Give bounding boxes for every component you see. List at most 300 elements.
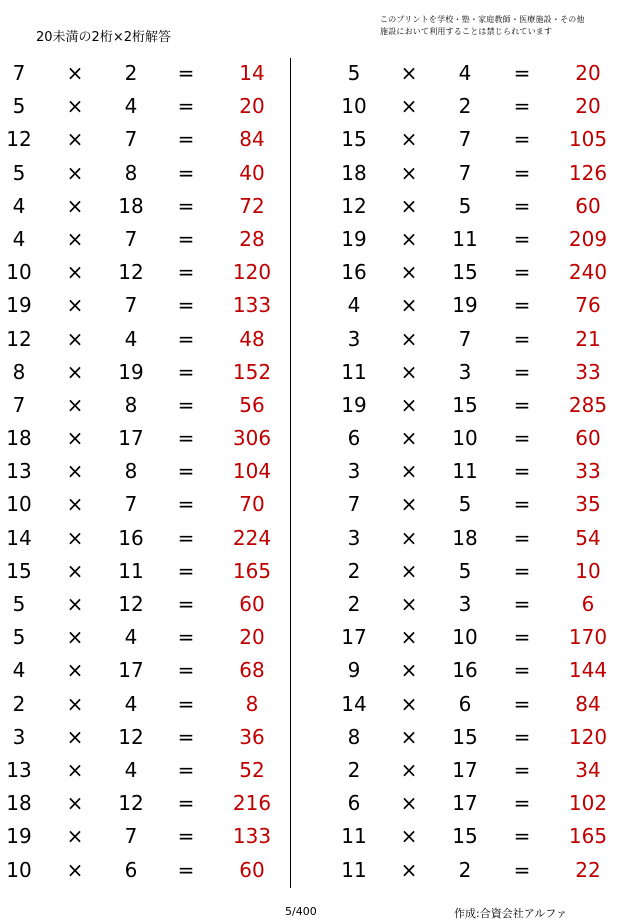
problem-row [0, 688, 300, 721]
problem-row [0, 356, 300, 389]
multiplicand: 8 [347, 724, 361, 749]
answer-value: 52 [239, 757, 265, 782]
answer-value: 84 [239, 127, 265, 152]
times-sign: × [400, 592, 418, 616]
equals-sign: = [177, 757, 195, 782]
answer-value: 8 [245, 691, 259, 716]
equals-sign: = [177, 691, 195, 716]
times-sign: × [400, 857, 418, 882]
answer-value: 285 [568, 392, 608, 417]
times-sign: × [66, 359, 84, 384]
multiplicand: 11 [341, 824, 367, 849]
multiplier: 12 [118, 592, 144, 616]
multiplier: 2 [458, 94, 472, 119]
problem-row [335, 323, 635, 356]
times-sign: × [66, 193, 84, 218]
multiplicand: 7 [347, 492, 361, 517]
equals-sign: = [177, 791, 195, 816]
times-sign: × [400, 94, 418, 119]
multiplicand: 2 [347, 558, 361, 583]
problem-row [335, 555, 635, 588]
answer-value: 28 [239, 226, 265, 251]
times-sign: × [400, 459, 418, 484]
answer-value: 76 [575, 293, 601, 318]
multiplicand: 13 [6, 757, 32, 782]
problem-row [335, 422, 635, 455]
equals-sign: = [177, 226, 195, 251]
equals-sign: = [513, 359, 531, 384]
answer-value: 54 [575, 525, 601, 550]
answer-value: 224 [232, 525, 272, 550]
multiplicand: 19 [6, 824, 32, 849]
problem-row [0, 721, 300, 754]
multiplicand: 10 [6, 857, 32, 882]
multiplier: 8 [124, 160, 138, 185]
multiplicand: 13 [6, 459, 32, 484]
answer-value: 306 [232, 426, 272, 451]
multiplicand: 2 [12, 691, 26, 716]
answer-value: 60 [239, 592, 265, 616]
problem-row [0, 190, 300, 223]
times-sign: × [400, 691, 418, 716]
multiplier: 4 [124, 326, 138, 351]
times-sign: × [66, 492, 84, 517]
multiplier: 2 [458, 857, 472, 882]
multiplicand: 19 [341, 226, 367, 251]
multiplier: 10 [452, 625, 478, 650]
times-sign: × [400, 791, 418, 816]
multiplier: 15 [452, 260, 478, 285]
multiplier: 17 [452, 791, 478, 816]
answer-value: 165 [232, 558, 272, 583]
problem-row [0, 787, 300, 820]
answer-value: 68 [239, 658, 265, 683]
problem-row [335, 356, 635, 389]
multiplicand: 11 [341, 359, 367, 384]
equals-sign: = [177, 525, 195, 550]
equals-sign: = [513, 558, 531, 583]
multiplier: 2 [124, 61, 138, 85]
multiplier: 5 [458, 492, 472, 517]
times-sign: × [400, 359, 418, 384]
multiplier: 7 [124, 824, 138, 849]
equals-sign: = [513, 260, 531, 285]
answer-value: 105 [568, 127, 608, 152]
problem-row [335, 57, 635, 90]
multiplicand: 15 [341, 127, 367, 152]
answer-value: 209 [568, 226, 608, 251]
multiplicand: 9 [347, 658, 361, 683]
times-sign: × [400, 127, 418, 152]
multiplicand: 4 [347, 293, 361, 318]
answer-value: 40 [239, 160, 265, 185]
multiplicand: 14 [6, 525, 32, 550]
equals-sign: = [177, 592, 195, 616]
multiplier: 19 [118, 359, 144, 384]
problem-row [0, 621, 300, 654]
multiplicand: 3 [347, 459, 361, 484]
equals-sign: = [177, 94, 195, 119]
multiplier: 7 [124, 492, 138, 517]
multiplier: 19 [452, 293, 478, 318]
multiplicand: 2 [347, 757, 361, 782]
multiplicand: 6 [347, 426, 361, 451]
equals-sign: = [177, 824, 195, 849]
problem-row [335, 787, 635, 820]
multiplier: 4 [124, 757, 138, 782]
problem-row [335, 854, 635, 887]
multiplicand: 2 [347, 592, 361, 616]
equals-sign: = [513, 293, 531, 318]
multiplicand: 5 [12, 160, 26, 185]
problem-row [335, 455, 635, 488]
problem-row [335, 123, 635, 156]
answer-value: 20 [239, 94, 265, 119]
multiplicand: 12 [6, 127, 32, 152]
answer-value: 165 [568, 824, 608, 849]
problem-row [335, 688, 635, 721]
multiplicand: 5 [12, 625, 26, 650]
times-sign: × [400, 260, 418, 285]
multiplier: 7 [458, 127, 472, 152]
times-sign: × [66, 94, 84, 119]
problem-row [335, 223, 635, 256]
answer-value: 21 [575, 326, 601, 351]
problem-row [0, 422, 300, 455]
multiplier: 6 [458, 691, 472, 716]
times-sign: × [66, 592, 84, 616]
multiplier: 17 [118, 658, 144, 683]
column-divider [290, 58, 291, 888]
equals-sign: = [513, 193, 531, 218]
equals-sign: = [513, 326, 531, 351]
multiplicand: 5 [12, 94, 26, 119]
problem-row [335, 289, 635, 322]
multiplier: 17 [452, 757, 478, 782]
problem-row [0, 555, 300, 588]
times-sign: × [66, 459, 84, 484]
problem-row [0, 754, 300, 787]
times-sign: × [400, 824, 418, 849]
problem-row [0, 323, 300, 356]
problem-row [0, 57, 300, 90]
equals-sign: = [177, 426, 195, 451]
answer-value: 133 [232, 824, 272, 849]
equals-sign: = [177, 326, 195, 351]
times-sign: × [66, 824, 84, 849]
multiplier: 11 [452, 226, 478, 251]
multiplicand: 14 [341, 691, 367, 716]
multiplicand: 3 [347, 326, 361, 351]
multiplier: 4 [458, 61, 472, 85]
answer-value: 33 [575, 359, 601, 384]
multiplier: 18 [118, 193, 144, 218]
answer-value: 6 [581, 592, 595, 616]
equals-sign: = [177, 193, 195, 218]
multiplicand: 5 [12, 592, 26, 616]
answer-value: 10 [575, 558, 601, 583]
equals-sign: = [177, 857, 195, 882]
answer-value: 34 [575, 757, 601, 782]
equals-sign: = [513, 127, 531, 152]
multiplier: 17 [118, 426, 144, 451]
times-sign: × [400, 724, 418, 749]
problem-row [335, 389, 635, 422]
answer-value: 126 [568, 160, 608, 185]
multiplicand: 18 [6, 426, 32, 451]
equals-sign: = [177, 127, 195, 152]
times-sign: × [400, 658, 418, 683]
times-sign: × [400, 193, 418, 218]
answer-value: 56 [239, 392, 265, 417]
equals-sign: = [177, 459, 195, 484]
times-sign: × [400, 625, 418, 650]
multiplier: 4 [124, 94, 138, 119]
answer-value: 48 [239, 326, 265, 351]
problem-row [335, 588, 635, 621]
multiplicand: 10 [6, 260, 32, 285]
times-sign: × [66, 426, 84, 451]
multiplicand: 10 [341, 94, 367, 119]
equals-sign: = [513, 857, 531, 882]
multiplicand: 12 [341, 193, 367, 218]
times-sign: × [66, 326, 84, 351]
left-problem-column [0, 57, 300, 887]
times-sign: × [66, 791, 84, 816]
multiplier: 7 [124, 293, 138, 318]
multiplicand: 19 [6, 293, 32, 318]
times-sign: × [66, 658, 84, 683]
equals-sign: = [513, 658, 531, 683]
answer-value: 152 [232, 359, 272, 384]
multiplier: 15 [452, 392, 478, 417]
multiplier: 3 [458, 592, 472, 616]
times-sign: × [66, 260, 84, 285]
multiplier: 8 [124, 459, 138, 484]
problem-row [0, 123, 300, 156]
times-sign: × [66, 724, 84, 749]
equals-sign: = [513, 492, 531, 517]
answer-value: 216 [232, 791, 272, 816]
multiplier: 12 [118, 724, 144, 749]
multiplicand: 18 [6, 791, 32, 816]
multiplier: 3 [458, 359, 472, 384]
multiplicand: 17 [341, 625, 367, 650]
equals-sign: = [513, 392, 531, 417]
problem-row [0, 854, 300, 887]
times-sign: × [400, 492, 418, 517]
multiplicand: 7 [12, 61, 26, 85]
equals-sign: = [177, 293, 195, 318]
multiplier: 5 [458, 193, 472, 218]
equals-sign: = [513, 459, 531, 484]
problem-row [0, 588, 300, 621]
answer-value: 60 [575, 193, 601, 218]
problem-row [335, 256, 635, 289]
multiplier: 10 [452, 426, 478, 451]
problem-row [0, 522, 300, 555]
answer-value: 84 [575, 691, 601, 716]
answer-value: 60 [239, 857, 265, 882]
problem-row [335, 157, 635, 190]
answer-value: 35 [575, 492, 601, 517]
multiplier: 7 [124, 127, 138, 152]
times-sign: × [66, 160, 84, 185]
equals-sign: = [177, 625, 195, 650]
answer-value: 102 [568, 791, 608, 816]
answer-value: 104 [232, 459, 272, 484]
answer-value: 170 [568, 625, 608, 650]
times-sign: × [66, 525, 84, 550]
right-problem-column [335, 57, 635, 887]
answer-value: 14 [239, 61, 265, 85]
problem-row [335, 754, 635, 787]
multiplicand: 4 [12, 658, 26, 683]
answer-value: 20 [239, 625, 265, 650]
multiplier: 16 [452, 658, 478, 683]
problem-row [0, 157, 300, 190]
times-sign: × [66, 61, 84, 85]
problem-row [0, 654, 300, 687]
problem-row [335, 621, 635, 654]
problem-row [0, 289, 300, 322]
problem-row [335, 90, 635, 123]
multiplicand: 15 [6, 558, 32, 583]
multiplier: 15 [452, 824, 478, 849]
answer-value: 22 [575, 857, 601, 882]
multiplier: 7 [458, 160, 472, 185]
multiplicand: 3 [12, 724, 26, 749]
multiplicand: 4 [12, 226, 26, 251]
multiplicand: 11 [341, 857, 367, 882]
problem-row [335, 522, 635, 555]
answer-value: 133 [232, 293, 272, 318]
notice-line-1: このプリントを学校・塾・家庭教師・医療施設・その他 [380, 15, 585, 24]
notice-line-2: 施設において利用することは禁じられています [380, 27, 553, 36]
multiplier: 16 [118, 525, 144, 550]
problem-row [335, 654, 635, 687]
multiplier: 12 [118, 791, 144, 816]
author-credit: 作成:合資会社アルファ [454, 907, 568, 920]
equals-sign: = [513, 94, 531, 119]
multiplicand: 16 [341, 260, 367, 285]
multiplicand: 18 [341, 160, 367, 185]
multiplicand: 19 [341, 392, 367, 417]
times-sign: × [66, 558, 84, 583]
problem-row [0, 820, 300, 853]
answer-value: 20 [575, 94, 601, 119]
equals-sign: = [177, 724, 195, 749]
equals-sign: = [177, 492, 195, 517]
times-sign: × [400, 426, 418, 451]
page-number: 5/400 [285, 905, 317, 918]
answer-value: 144 [568, 658, 608, 683]
answer-value: 120 [568, 724, 608, 749]
problem-row [0, 389, 300, 422]
multiplier: 4 [124, 691, 138, 716]
times-sign: × [400, 293, 418, 318]
problem-row [0, 223, 300, 256]
multiplicand: 10 [6, 492, 32, 517]
multiplicand: 3 [347, 525, 361, 550]
answer-value: 33 [575, 459, 601, 484]
times-sign: × [66, 127, 84, 152]
equals-sign: = [513, 625, 531, 650]
equals-sign: = [513, 226, 531, 251]
multiplier: 18 [452, 525, 478, 550]
times-sign: × [400, 326, 418, 351]
multiplier: 12 [118, 260, 144, 285]
multiplier: 11 [452, 459, 478, 484]
multiplicand: 12 [6, 326, 32, 351]
equals-sign: = [513, 791, 531, 816]
problem-row [0, 256, 300, 289]
multiplicand: 8 [12, 359, 26, 384]
times-sign: × [66, 691, 84, 716]
equals-sign: = [513, 160, 531, 185]
equals-sign: = [513, 525, 531, 550]
times-sign: × [400, 757, 418, 782]
multiplier: 8 [124, 392, 138, 417]
problem-row [0, 90, 300, 123]
multiplier: 7 [458, 326, 472, 351]
times-sign: × [400, 61, 418, 85]
multiplier: 5 [458, 558, 472, 583]
answer-value: 120 [232, 260, 272, 285]
times-sign: × [400, 392, 418, 417]
times-sign: × [400, 226, 418, 251]
multiplier: 15 [452, 724, 478, 749]
problem-row [335, 190, 635, 223]
multiplier: 7 [124, 226, 138, 251]
multiplier: 4 [124, 625, 138, 650]
multiplicand: 6 [347, 791, 361, 816]
worksheet-title: 20未満の2桁×2桁解答 [36, 30, 171, 45]
times-sign: × [66, 625, 84, 650]
equals-sign: = [513, 61, 531, 85]
multiplier: 11 [118, 558, 144, 583]
problem-row [335, 488, 635, 521]
equals-sign: = [177, 61, 195, 85]
equals-sign: = [513, 426, 531, 451]
equals-sign: = [513, 757, 531, 782]
problem-row [0, 455, 300, 488]
answer-value: 240 [568, 260, 608, 285]
answer-value: 70 [239, 492, 265, 517]
times-sign: × [400, 558, 418, 583]
problem-row [0, 488, 300, 521]
equals-sign: = [513, 691, 531, 716]
equals-sign: = [513, 724, 531, 749]
equals-sign: = [177, 558, 195, 583]
times-sign: × [66, 226, 84, 251]
equals-sign: = [177, 260, 195, 285]
answer-value: 20 [575, 61, 601, 85]
equals-sign: = [177, 658, 195, 683]
times-sign: × [66, 392, 84, 417]
times-sign: × [66, 757, 84, 782]
times-sign: × [400, 525, 418, 550]
times-sign: × [66, 293, 84, 318]
equals-sign: = [177, 359, 195, 384]
equals-sign: = [177, 160, 195, 185]
problem-row [335, 721, 635, 754]
answer-value: 60 [575, 426, 601, 451]
multiplier: 6 [124, 857, 138, 882]
times-sign: × [400, 160, 418, 185]
equals-sign: = [177, 392, 195, 417]
equals-sign: = [513, 824, 531, 849]
